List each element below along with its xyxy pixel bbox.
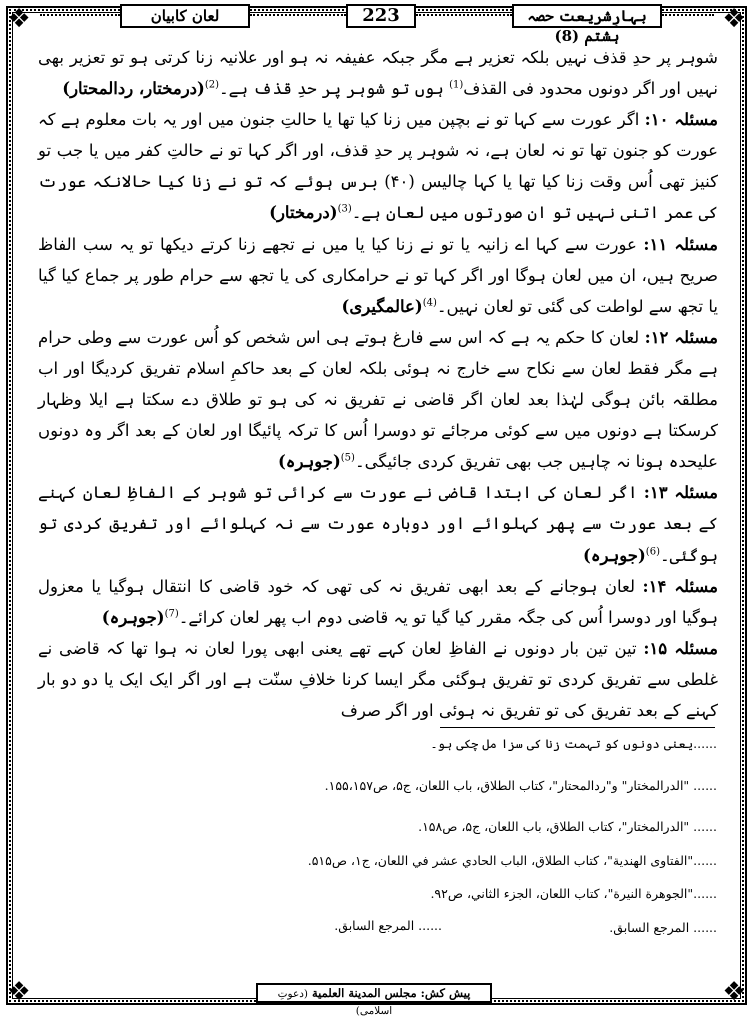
- corner-ornament-icon: ❖: [7, 4, 31, 34]
- header-divider: [40, 14, 120, 20]
- footnote: ......یعنی دونوں کو تہمت زنا کی سزا مل چکی ہو۔: [430, 736, 717, 751]
- footnote-ref: (7): [164, 608, 179, 620]
- footnote-ref: (1): [449, 79, 464, 91]
- source-citation: (درمختار، ردالمحتار): [62, 79, 205, 99]
- page-body: [38, 42, 718, 732]
- masala-label: مسئلہ ۱۴:: [642, 576, 718, 596]
- source-citation: (جوہرہ): [101, 607, 165, 627]
- chapter-title: لعان کابیان: [120, 4, 250, 28]
- source-citation: (جوہرہ): [583, 545, 646, 565]
- publisher-org: (دعوتِ اسلامی): [277, 988, 393, 1017]
- paragraph: مسئلہ ۱۱: عورت سے کہا اے زانیہ یا تو نے زنا کیا یا میں نے تجھے زنا کرتے دیکھا تو یہ سب الفاظ صریح ہیں، ان میں لعان ہوگا اور اگر کہا تو نے حرامکاری کی یا تجھ سے حرام طور پر جماع کیا گیا یا تجھ سے لواطت کی گئی تو لعان نہیں۔$^{(4)}$(عالمگیری): [38, 234, 718, 316]
- footnote: ......"الفتاوى الهندية"، كتاب الطلاق، الباب الحادي عشر في اللعان، ج۱، ص۵۱۵.: [307, 853, 717, 868]
- page-header: [0, 4, 753, 45]
- corner-ornament-icon: ❖: [722, 4, 746, 34]
- paragraph: مسئلہ ۱۵: تین تین بار دونوں نے الفاظِ لعان کہے تھے یعنی ابھی پورا لعان نہ ہوا تھا کہ قاضی نے غلطی سے تفریق کردی تو تفریق ہوگئی مگر ایسا کرنا خلافِ سنّت ہے اور اگر ایک ایک یا دو دو بار کہنے کے بعد تفریق کی تو تفریق نہ ہوئی اور اگر صرف: [38, 638, 718, 720]
- paragraph: مسئلہ ۱۴: لعان ہوجانے کے بعد ابھی تفریق نہ کی تھی کہ خود قاضی کا انتقال ہوگیا یا معزول ہوگیا اور دوسرا اُس کی جگہ مقرر کیا گیا تو یہ قاضی دوم اب پھر لعان کرائے۔$^{(7)}$(جوہرہ): [38, 576, 718, 627]
- corner-ornament-icon: ❖: [7, 977, 31, 1007]
- footnote: ...... المرجع السابق.: [609, 920, 717, 935]
- footnote: ...... "الدرالمختار"، كتاب الطلاق، باب اللعان، ج۵، ص۱۵۸.: [418, 819, 717, 834]
- source-citation: (درمختار): [269, 203, 338, 223]
- publisher-footer: [256, 983, 492, 1017]
- footnote: ......"الجوهرة النيرة"، كتاب اللعان، الجزء الثاني، ص۹۲.: [430, 886, 717, 901]
- paragraph: مسئلہ ۱۳: اگر لعان کی ابتدا قاضی نے عورت سے کرائی تو شوہر کے الفاظِ لعان کہنے کے بعد عورت سے پھر کہلوائے اور دوبارہ عورت سے نہ کہلوائے اور تفریق کردی تو ہوگئی۔$^{(6)}$(جوہرہ): [38, 483, 719, 565]
- footnote-separator: [440, 727, 715, 728]
- corner-ornament-icon: ❖: [722, 977, 746, 1007]
- masala-label: مسئلہ ۱۵:: [643, 638, 718, 658]
- footnote-ref: (2): [204, 79, 220, 91]
- header-divider: [662, 14, 714, 20]
- header-divider: [416, 14, 512, 20]
- footnote-ref: (3): [337, 203, 352, 215]
- header-divider: [250, 14, 346, 20]
- masala-label: مسئلہ ۱۱:: [643, 234, 718, 254]
- book-title: بہارِشریعت حصہ ہشتم (8): [512, 4, 662, 28]
- masala-label: مسئلہ ۱۰:: [644, 110, 718, 130]
- footnote: ...... المرجع السابق.: [334, 918, 442, 933]
- footnote-ref: (4): [422, 297, 437, 309]
- paragraph: مسئلہ ۱۰: اگر عورت سے کہا تو نے بچپن میں زنا کیا تھا یا حالتِ جنون میں اور یہ بات معلوم ہے کہ عورت کو جنون تھا تو نہ لعان ہے، نہ شوہر پر حدِ قذف، اور اگر کہا تو نے حالتِ کفر میں یا جب تو کنیز تھی اُس وقت زنا کیا تھا یا کہا چالیس (۴۰) برس ہوئے کہ تو نے زنا کیا حالانکہ عورت کی عمر اتنی نہیں تو ان صورتوں میں لعان ہے۔$^{(3)}$(درمختار): [38, 110, 719, 223]
- page-number: 223: [346, 4, 416, 28]
- publisher-name: پیش کش: مجلس المدينة العلمية: [312, 986, 471, 1000]
- source-citation: (جوہرہ): [277, 452, 341, 472]
- masala-label: مسئلہ ۱۲:: [644, 327, 718, 347]
- source-citation: (عالمگیری): [341, 296, 423, 316]
- paragraph: شوہر پر حدِ قذف نہیں بلکہ تعزیر ہے مگر جبکہ عفیفہ نہ ہو اور علانیہ زنا کرتی ہو تو تعزیر بھی نہیں اور اگر دونوں محدود فی القذف$^{(1)}$ ہوں تو شوہر پر حدِ قذف ہے۔$^{(2)}$(درمختار، ردالمحتار): [38, 48, 718, 99]
- paragraph: مسئلہ ۱۲: لعان کا حکم یہ ہے کہ اس سے فارغ ہوتے ہی اس شخص کو اُس عورت سے وطی حرام ہے مگر فقط لعان سے نکاح سے خارج نہ ہوئی بلکہ لعان کے بعد حاکمِ اسلام تفریق کردیگا اور اب مطلقہ بائن ہوگی لہٰذا بعد لعان اگر قاضی نے تفریق نہ کی ہو تو طلاق دے سکتا ہے ایلا وظہار کرسکتا ہے دونوں میں سے کوئی مرجائے تو دوسرا اُس کا ترکہ پائیگا اور لعان کے بعد اگر وہ دونوں علیحدہ ہونا نہ چاہیں جب بھی تفریق کردی جائیگی۔$^{(5)}$(جوہرہ): [38, 327, 718, 472]
- footnote: ...... "الدرالمختار" و"ردالمحتار"، كتاب الطلاق، باب اللعان، ج۵، ص۱۵۵،۱۵۷.: [324, 778, 717, 793]
- footnote-ref: (6): [645, 546, 660, 557]
- masala-label: مسئلہ ۱۳:: [643, 483, 719, 503]
- footnote-ref: (5): [340, 452, 355, 464]
